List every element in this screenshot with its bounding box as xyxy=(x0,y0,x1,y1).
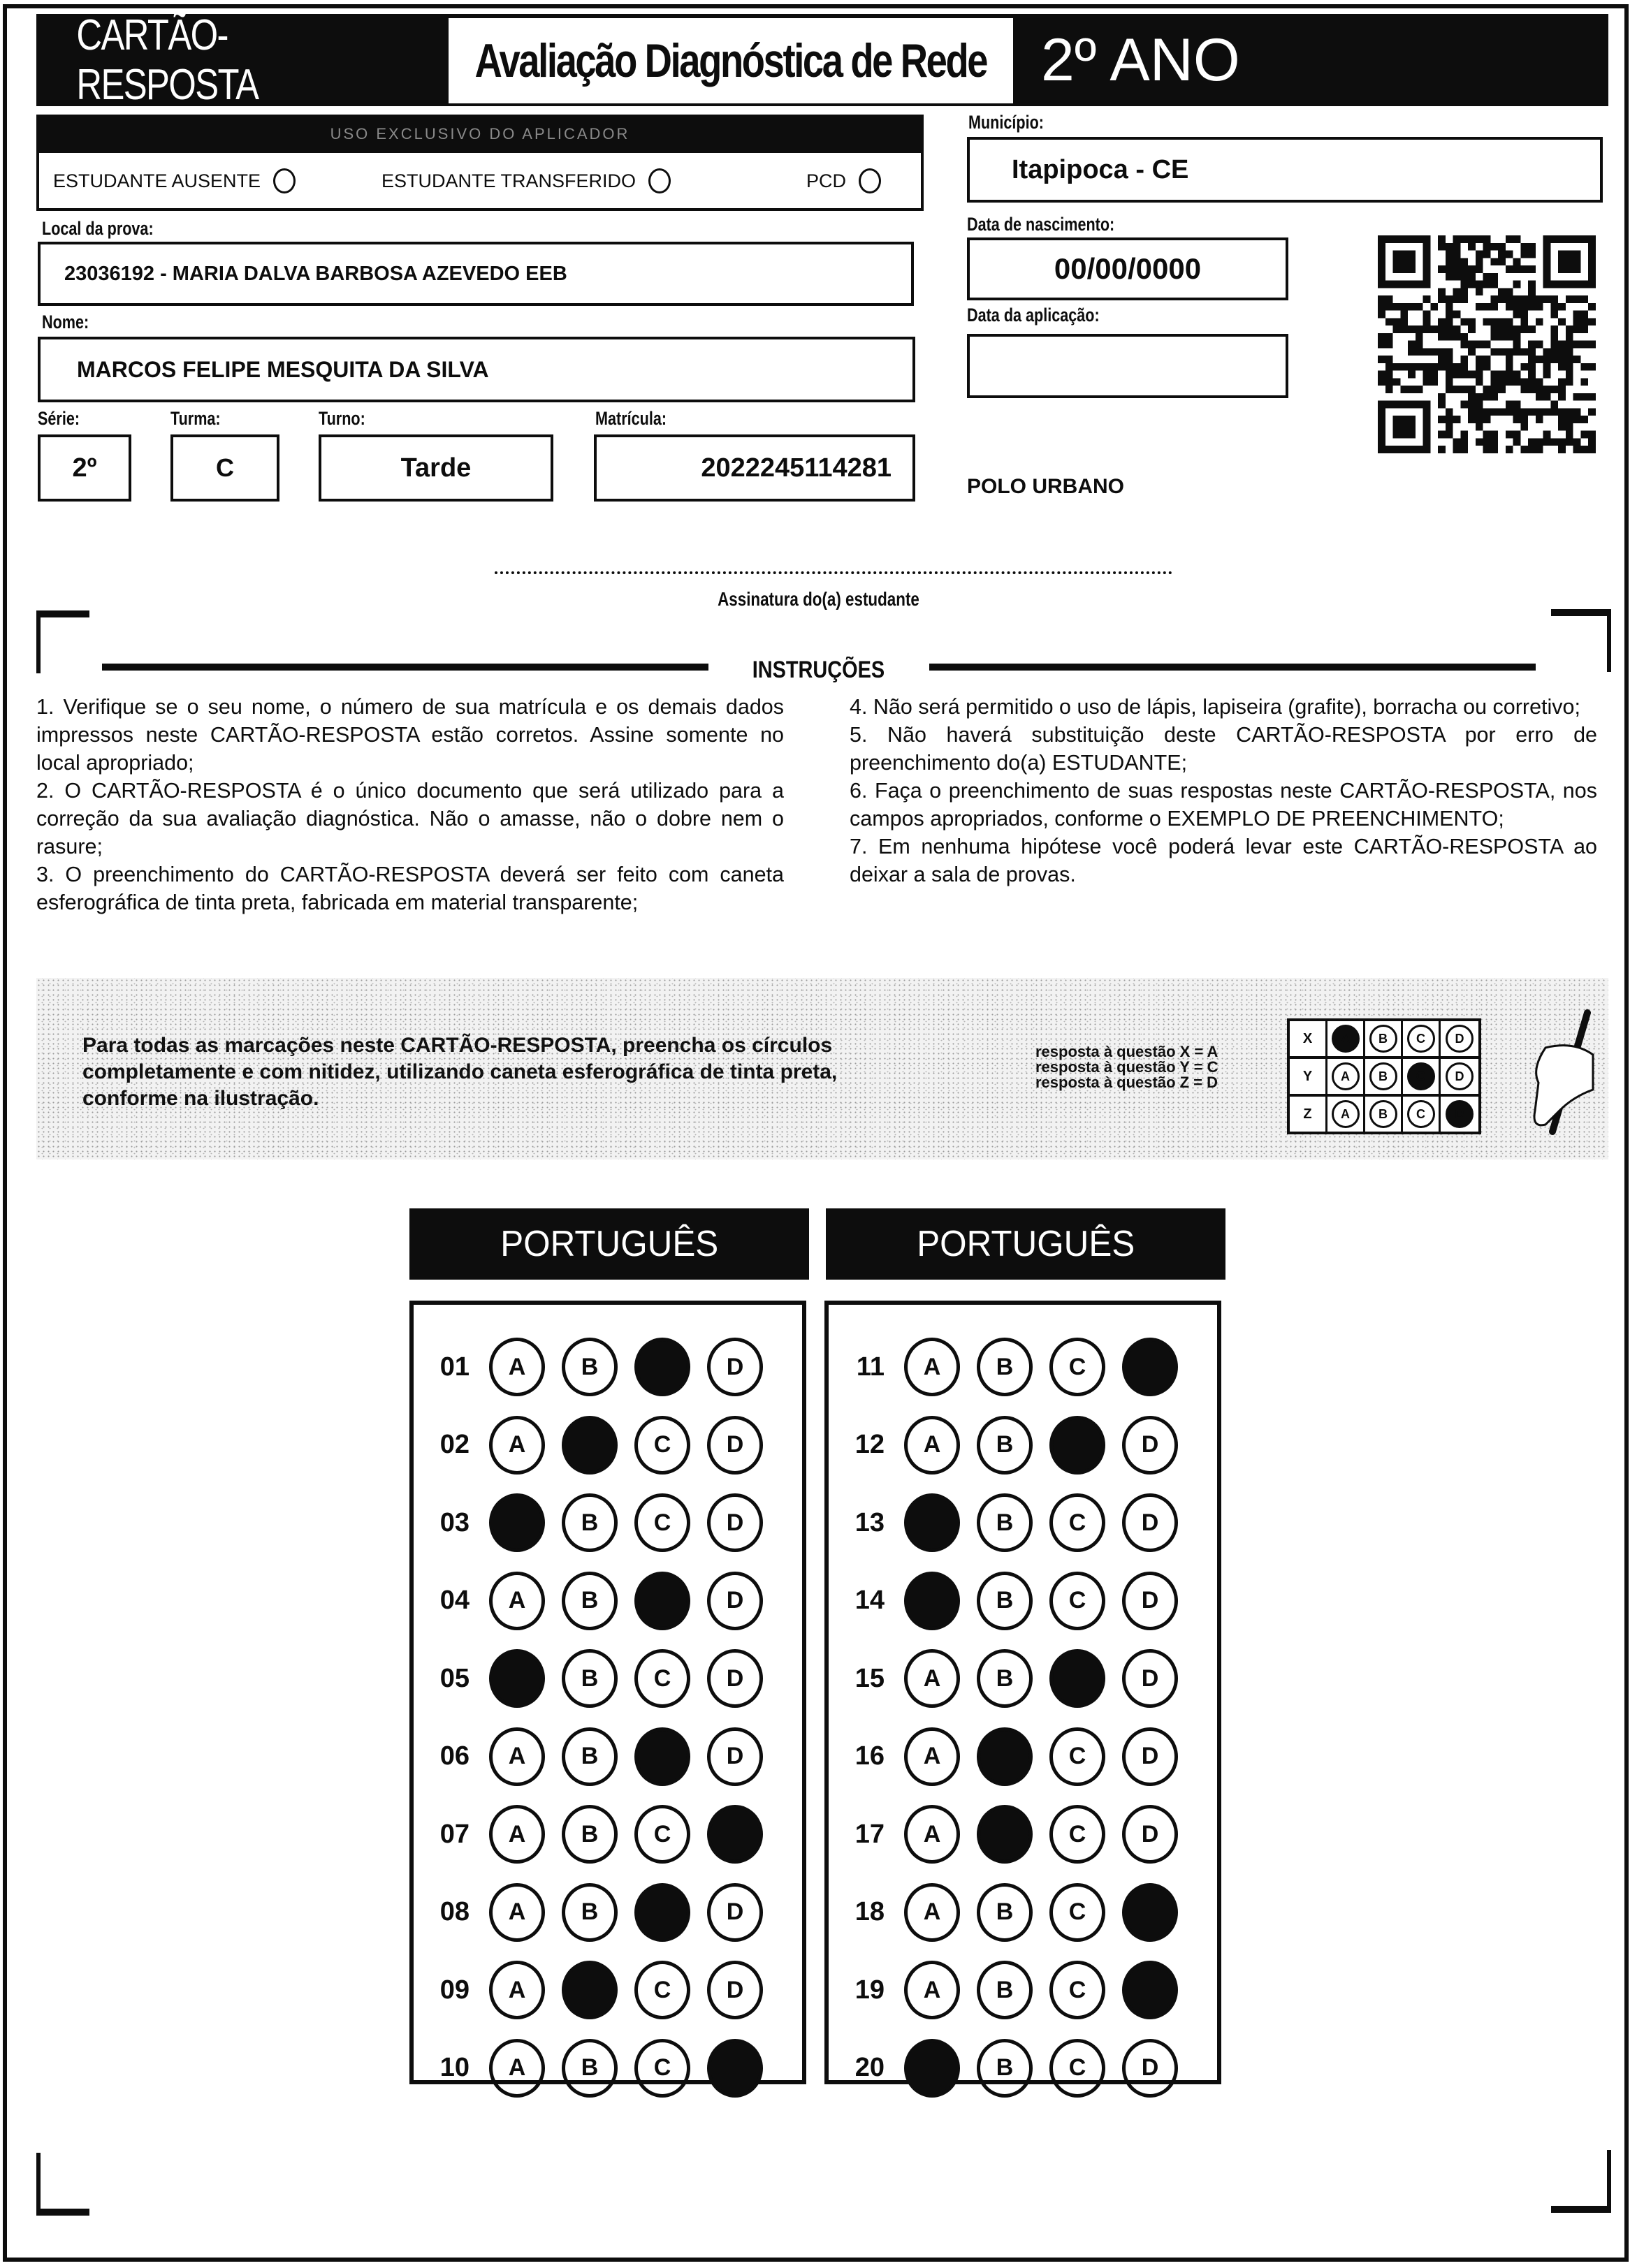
answer-bubble-b[interactable]: B xyxy=(562,1493,618,1552)
nascimento-value: 00/00/0000 xyxy=(1054,252,1202,285)
question-row xyxy=(414,1803,763,1866)
answer-bubble-d[interactable] xyxy=(707,1805,763,1864)
example-cell xyxy=(1441,1021,1478,1056)
nome-field xyxy=(38,337,915,402)
option-pcd[interactable] xyxy=(806,168,881,193)
example-cell xyxy=(1327,1021,1365,1056)
matricula-field xyxy=(594,434,915,502)
example-bubble-b: B xyxy=(1369,1100,1397,1128)
example-bubble-d: D xyxy=(1446,1062,1474,1090)
answer-bubble-b[interactable]: B xyxy=(977,1649,1033,1708)
answer-bubble-b[interactable]: B xyxy=(562,2039,618,2098)
question-row xyxy=(414,1491,763,1554)
answer-bubble-a[interactable]: A xyxy=(489,1338,545,1396)
example-cell xyxy=(1365,1097,1403,1132)
instruction-item: 6. Faça o preenchimento de suas respostas neste CARTÃO-RESPOSTA, nos campos apropriados, conforme o EXEMPLO DE PREENCHIMENTO; xyxy=(850,779,1597,831)
legend-line: resposta à questão X = A xyxy=(1035,1043,1218,1060)
answer-bubble-d[interactable]: D xyxy=(1122,1416,1178,1475)
example-question-label: Z xyxy=(1290,1097,1327,1132)
answer-bubble-a[interactable]: A xyxy=(489,1572,545,1630)
option-label: ESTUDANTE TRANSFERIDO xyxy=(381,170,636,191)
serie-value: 2º xyxy=(72,453,97,483)
question-row xyxy=(414,1336,763,1398)
question-row xyxy=(829,1647,1178,1710)
answer-bubble-c[interactable]: C xyxy=(1049,1727,1105,1786)
option-transferred[interactable] xyxy=(381,168,671,193)
question-number: 16 xyxy=(854,1741,885,1771)
municipio-field xyxy=(967,137,1603,203)
answer-bubble-a[interactable]: A xyxy=(489,2039,545,2098)
instruction-item: 5. Não haverá substituição deste CARTÃO-RESPOSTA por erro de preenchimento do(a) ESTUDANTE; xyxy=(850,723,1597,775)
question-row xyxy=(414,1414,763,1477)
answer-bubble-a[interactable]: A xyxy=(904,1649,960,1708)
answer-bubble-c[interactable] xyxy=(634,1338,690,1396)
example-row xyxy=(1290,1021,1478,1059)
answer-bubble-a[interactable]: A xyxy=(904,1805,960,1864)
example-cell xyxy=(1403,1021,1441,1056)
example-row xyxy=(1290,1097,1478,1132)
answer-bubble-b[interactable]: B xyxy=(977,1493,1033,1552)
municipio-label: Município: xyxy=(968,112,1044,133)
example-question-label: Y xyxy=(1290,1059,1327,1094)
aplicacao-label: Data da aplicação: xyxy=(967,305,1100,325)
answer-bubble-d[interactable]: D xyxy=(1122,1727,1178,1786)
answer-bubble-b[interactable]: B xyxy=(977,1961,1033,2019)
example-cell xyxy=(1403,1097,1441,1132)
question-row xyxy=(829,1414,1178,1477)
example-bubble-a: A xyxy=(1332,1100,1360,1128)
signature-label: Assinatura do(a) estudante xyxy=(718,588,919,610)
question-row xyxy=(829,1336,1178,1398)
answer-bubble-c[interactable]: C xyxy=(634,1493,690,1552)
question-number: 01 xyxy=(439,1352,470,1382)
question-number: 09 xyxy=(439,1975,470,2005)
hand-pen-icon xyxy=(1504,1006,1594,1146)
answer-bubble-d[interactable]: D xyxy=(1122,1649,1178,1708)
answer-bubble-c[interactable]: C xyxy=(1049,1338,1105,1396)
question-number: 18 xyxy=(854,1897,885,1926)
answer-bubble-b[interactable]: B xyxy=(562,1649,618,1708)
example-bubble-a: A xyxy=(1332,1062,1360,1090)
answer-bubble-c[interactable]: C xyxy=(634,1649,690,1708)
question-row xyxy=(829,1803,1178,1866)
serie-field xyxy=(38,434,131,502)
option-absent[interactable] xyxy=(53,168,296,193)
example-legend xyxy=(1035,1044,1218,1090)
instructions-title: INSTRUÇÕES xyxy=(752,657,885,683)
answer-bubble-c[interactable] xyxy=(634,1572,690,1630)
example-bubble-d: D xyxy=(1446,1025,1474,1053)
question-number: 06 xyxy=(439,1741,470,1771)
pcd-checkbox[interactable] xyxy=(859,168,881,193)
nascimento-field xyxy=(967,237,1288,300)
turma-label: Turma: xyxy=(170,408,221,429)
matricula-label: Matrícula: xyxy=(595,408,667,429)
answer-bubble-d[interactable]: D xyxy=(1122,1493,1178,1552)
question-number: 11 xyxy=(856,1352,885,1382)
turno-field xyxy=(319,434,553,502)
answer-bubble-d[interactable]: D xyxy=(1122,2039,1178,2098)
answer-bubble-a[interactable]: A xyxy=(489,1883,545,1942)
example-cell xyxy=(1441,1059,1478,1094)
polo-label: POLO URBANO xyxy=(967,475,1124,498)
question-number: 08 xyxy=(439,1897,470,1926)
answer-bubble-a[interactable]: A xyxy=(489,1416,545,1475)
question-number: 12 xyxy=(854,1430,885,1459)
answer-bubble-a[interactable]: A xyxy=(489,1961,545,2019)
option-label: PCD xyxy=(806,170,847,191)
question-number: 02 xyxy=(439,1430,470,1459)
question-number: 10 xyxy=(439,2053,470,2082)
aplicacao-field xyxy=(967,334,1288,398)
answer-bubble-d[interactable]: D xyxy=(707,1961,763,2019)
option-label: ESTUDANTE AUSENTE xyxy=(53,170,261,191)
subject-header-1: PORTUGUÊS xyxy=(409,1208,809,1280)
answer-bubble-d[interactable] xyxy=(1122,1961,1178,2019)
nome-value: MARCOS FELIPE MESQUITA DA SILVA xyxy=(77,356,489,382)
question-number: 05 xyxy=(439,1663,470,1693)
answer-bubble-d[interactable] xyxy=(1122,1338,1178,1396)
question-row xyxy=(829,1491,1178,1554)
answer-bubble-b[interactable]: B xyxy=(977,1883,1033,1942)
answer-bubble-a[interactable]: A xyxy=(904,1883,960,1942)
answer-bubble-b[interactable]: B xyxy=(977,2039,1033,2098)
applicator-options xyxy=(36,153,924,211)
question-number: 07 xyxy=(439,1819,470,1849)
instruction-item: 2. O CARTÃO-RESPOSTA é o único documento que será utilizado para a correção da sua avaliação diagnóstica. Não o amasse, não o dobre nem o rasure; xyxy=(36,779,784,858)
question-number: 03 xyxy=(439,1507,470,1537)
example-bubble-c: C xyxy=(1407,1025,1435,1053)
answer-bubble-c[interactable]: C xyxy=(1049,1961,1105,2019)
answer-bubble-c[interactable] xyxy=(1049,1416,1105,1475)
grade-title: 2º ANO xyxy=(1041,26,1240,94)
answer-bubble-a[interactable]: A xyxy=(904,1727,960,1786)
instruction-item: 4. Não será permitido o uso de lápis, lapiseira (grafite), borracha ou corretivo; xyxy=(850,695,1580,719)
applicator-header: USO EXCLUSIVO DO APLICADOR xyxy=(36,115,924,153)
answer-bubble-a[interactable]: A xyxy=(489,1805,545,1864)
answer-bubble-c[interactable]: C xyxy=(634,1416,690,1475)
answer-bubble-a[interactable]: A xyxy=(489,1727,545,1786)
instructions-left xyxy=(36,693,784,916)
answer-bubble-c[interactable]: C xyxy=(1049,2039,1105,2098)
question-number: 14 xyxy=(854,1586,885,1615)
question-row xyxy=(829,1881,1178,1944)
answer-bubble-b[interactable] xyxy=(562,1961,618,2019)
answer-bubble-d[interactable]: D xyxy=(707,1649,763,1708)
question-row xyxy=(414,1725,763,1788)
matricula-value: 2022245114281 xyxy=(701,453,892,483)
question-number: 17 xyxy=(854,1819,885,1849)
local-value: 23036192 - MARIA DALVA BARBOSA AZEVEDO EEB xyxy=(64,262,567,285)
example-cell xyxy=(1327,1059,1365,1094)
turma-field xyxy=(170,434,279,502)
fill-example xyxy=(36,978,1608,1159)
question-number: 04 xyxy=(439,1586,470,1615)
answer-grid-1 xyxy=(409,1301,806,2084)
question-row xyxy=(414,1959,763,2021)
example-bubble-b: B xyxy=(1369,1062,1397,1090)
example-bubble-c: C xyxy=(1407,1100,1435,1128)
card-title: CARTÃO-RESPOSTA xyxy=(76,11,259,109)
answer-bubble-c[interactable] xyxy=(634,1883,690,1942)
answer-bubble-c[interactable]: C xyxy=(1049,1493,1105,1552)
signature-line[interactable] xyxy=(495,571,1172,574)
answer-bubble-d[interactable]: D xyxy=(707,1883,763,1942)
answer-bubble-a[interactable] xyxy=(904,2039,960,2098)
answer-bubble-c[interactable] xyxy=(1049,1649,1105,1708)
answer-bubble-b[interactable]: B xyxy=(562,1883,618,1942)
answer-bubble-b[interactable]: B xyxy=(562,1805,618,1864)
example-cell xyxy=(1441,1097,1478,1132)
subject-header-2: PORTUGUÊS xyxy=(826,1208,1225,1280)
answer-bubble-d[interactable]: D xyxy=(1122,1572,1178,1630)
answer-bubble-d[interactable] xyxy=(1122,1883,1178,1942)
answer-bubble-a[interactable] xyxy=(904,1493,960,1552)
municipio-value: Itapipoca - CE xyxy=(1012,154,1189,184)
answer-bubble-c[interactable]: C xyxy=(634,1961,690,2019)
example-cell xyxy=(1403,1059,1441,1094)
question-row xyxy=(414,1570,763,1632)
example-grid xyxy=(1287,1018,1481,1134)
answer-bubble-d[interactable]: D xyxy=(707,1338,763,1396)
answer-bubble-c[interactable] xyxy=(634,1727,690,1786)
answer-bubble-c[interactable]: C xyxy=(634,2039,690,2098)
answer-bubble-d[interactable]: D xyxy=(707,1727,763,1786)
question-row xyxy=(829,1959,1178,2021)
qr-code-icon xyxy=(1378,233,1596,455)
example-question-label: X xyxy=(1290,1021,1327,1056)
example-bubble-b: B xyxy=(1369,1025,1397,1053)
answer-bubble-b[interactable]: B xyxy=(977,1416,1033,1475)
instruction-item: 7. Em nenhuma hipótese você poderá levar este CARTÃO-RESPOSTA ao deixar a sala de provas. xyxy=(850,835,1597,886)
exam-title-box xyxy=(449,18,1013,103)
local-field xyxy=(38,242,914,306)
turno-label: Turno: xyxy=(319,408,365,429)
transferred-checkbox[interactable] xyxy=(648,168,671,193)
instruction-item: 1. Verifique se o seu nome, o número de sua matrícula e os demais dados impressos neste CARTÃO-RESPOSTA estão corretos. Assine somente no local apropriado; xyxy=(36,695,784,775)
answer-grid-2 xyxy=(824,1301,1221,2084)
answer-bubble-b[interactable] xyxy=(562,1416,618,1475)
serie-label: Série: xyxy=(38,408,80,429)
answer-bubble-c[interactable]: C xyxy=(1049,1805,1105,1864)
answer-bubble-d[interactable] xyxy=(707,2039,763,2098)
question-number: 19 xyxy=(854,1975,885,2005)
legend-line: resposta à questão Z = D xyxy=(1035,1074,1218,1091)
answer-bubble-d[interactable]: D xyxy=(707,1493,763,1552)
example-bubble-c: C xyxy=(1407,1062,1435,1090)
instruction-item: 3. O preenchimento do CARTÃO-RESPOSTA deverá ser feito com caneta esferográfica de tinta preta, fabricada em material transparente; xyxy=(36,863,784,914)
answer-bubble-a[interactable] xyxy=(904,1572,960,1630)
answer-bubble-a[interactable]: A xyxy=(904,1338,960,1396)
local-label: Local da prova: xyxy=(42,218,154,239)
answer-bubble-a[interactable]: A xyxy=(904,1416,960,1475)
answer-bubble-b[interactable]: B xyxy=(562,1338,618,1396)
answer-bubble-b[interactable] xyxy=(977,1727,1033,1786)
answer-bubble-c[interactable]: C xyxy=(634,1805,690,1864)
question-row xyxy=(414,1881,763,1944)
question-row xyxy=(829,1725,1178,1788)
answer-bubble-b[interactable]: B xyxy=(977,1572,1033,1630)
legend-line: resposta à questão Y = C xyxy=(1035,1058,1218,1076)
example-bubble-a: A xyxy=(1332,1025,1360,1053)
question-number: 20 xyxy=(854,2053,885,2082)
question-row xyxy=(414,1647,763,1710)
answer-bubble-c[interactable]: C xyxy=(1049,1883,1105,1942)
answer-bubble-b[interactable]: B xyxy=(562,1572,618,1630)
nascimento-label: Data de nascimento: xyxy=(967,214,1115,235)
example-cell xyxy=(1365,1021,1403,1056)
question-row xyxy=(829,1570,1178,1632)
answer-bubble-d[interactable]: D xyxy=(707,1572,763,1630)
absent-checkbox[interactable] xyxy=(273,168,296,193)
turno-value: Tarde xyxy=(400,453,472,483)
example-text: Para todas as marcações neste CARTÃO-RESPOSTA, preencha os círculos completamente e com nitidez, utilizando caneta esferográfica de tinta preta, conforme na ilustração. xyxy=(82,1034,838,1110)
corner-mark-bottom-left xyxy=(36,2153,89,2216)
corner-mark-bottom-right xyxy=(1551,2150,1611,2213)
answer-bubble-a[interactable] xyxy=(489,1493,545,1552)
example-cell xyxy=(1365,1059,1403,1094)
question-number: 15 xyxy=(854,1663,885,1693)
answer-bubble-a[interactable]: A xyxy=(904,1961,960,2019)
answer-bubble-d[interactable]: D xyxy=(1122,1805,1178,1864)
question-row xyxy=(414,2037,763,2100)
instructions-right xyxy=(850,693,1597,888)
turma-value: C xyxy=(216,453,234,482)
exam-title: Avaliação Diagnóstica de Rede xyxy=(474,34,987,87)
answer-bubble-b[interactable]: B xyxy=(977,1338,1033,1396)
answer-bubble-a[interactable] xyxy=(489,1649,545,1708)
answer-bubble-b[interactable] xyxy=(977,1805,1033,1864)
question-number: 13 xyxy=(854,1507,885,1537)
answer-bubble-c[interactable]: C xyxy=(1049,1572,1105,1630)
question-row xyxy=(829,2037,1178,2100)
nome-label: Nome: xyxy=(42,312,89,332)
example-row xyxy=(1290,1059,1478,1097)
answer-bubble-b[interactable]: B xyxy=(562,1727,618,1786)
answer-bubble-d[interactable]: D xyxy=(707,1416,763,1475)
example-bubble-d: D xyxy=(1446,1100,1474,1128)
example-cell xyxy=(1327,1097,1365,1132)
